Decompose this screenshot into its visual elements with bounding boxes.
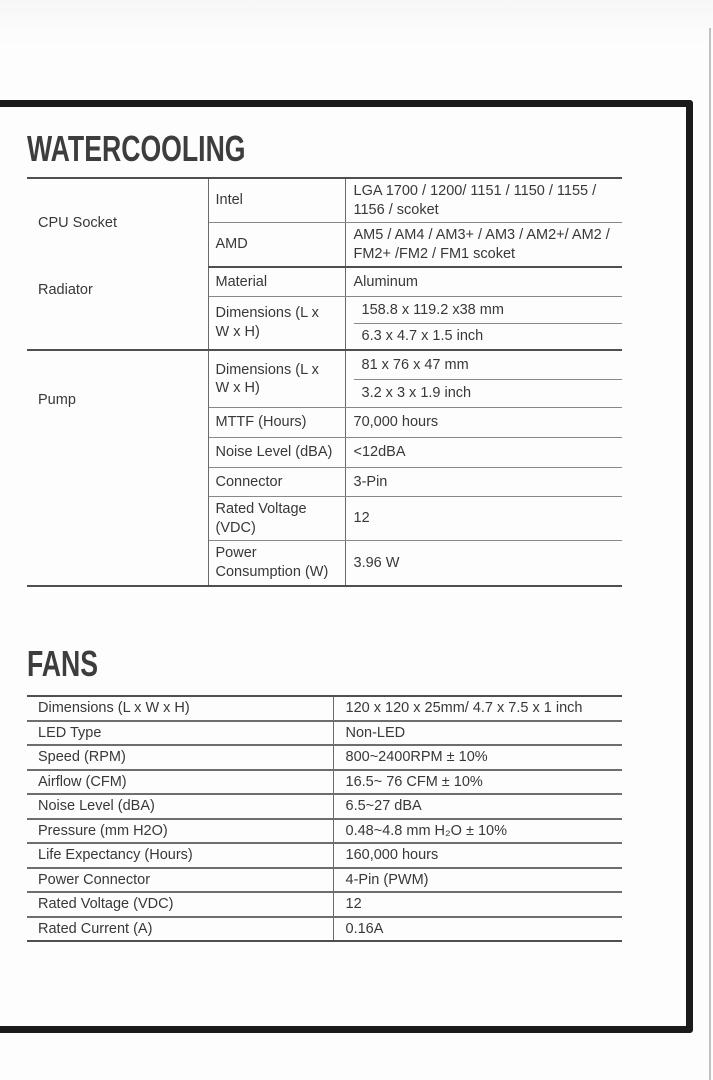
spec-value-amd-sockets: AM5 / AM4 / AM3+ / AM3 / AM2+/ AM2 / FM2+ /FM2 / FM1 scoket: [345, 223, 622, 268]
fan-spec-row-power-connector: [27, 868, 622, 893]
spec-value-material: Aluminum: [345, 267, 622, 296]
spec-label: Pressure (mm H2O): [27, 819, 333, 844]
spec-row-pump-dimensions: [27, 350, 622, 408]
spec-value: 4-Pin (PWM): [333, 868, 622, 893]
spec-value-pump-dimensions: [345, 350, 622, 408]
spec-label: Life Expectancy (Hours): [27, 843, 333, 868]
spec-label-amd: AMD: [208, 223, 345, 268]
fans-title: FANS: [27, 643, 99, 684]
spec-value-pump-noise: <12dBA: [345, 438, 622, 468]
fan-spec-row-rated-voltage: [27, 892, 622, 917]
fan-spec-row-rated-current: [27, 917, 622, 942]
fan-spec-row-speed: [27, 745, 622, 770]
fan-spec-row-dimensions: [27, 696, 622, 721]
spec-value: 0.16A: [345, 920, 384, 937]
spec-label: LED Type: [27, 721, 333, 746]
spec-value: 6.5~27 dBA: [333, 794, 622, 819]
spec-label-power-consumption: Power Consumption (W): [208, 541, 345, 586]
spec-label-material: Material: [208, 267, 345, 296]
spec-value-pump-inch: 3.2 x 3 x 1.9 inch: [354, 379, 623, 407]
spec-value: 160,000 hours: [333, 843, 622, 868]
spec-value: 16.5~ 76 CFM ± 10%: [333, 770, 622, 795]
page-edge-line: [709, 28, 711, 1080]
spec-label: Power Connector: [27, 868, 333, 893]
watercooling-title: WATERCOOLING: [27, 128, 246, 169]
fan-spec-row-life-expectancy: [27, 843, 622, 868]
spec-label: Airflow (CFM): [27, 770, 333, 795]
spec-label-pump-dimensions: Dimensions (L x W x H): [208, 350, 345, 408]
spec-group-label-pump: Pump: [27, 350, 208, 586]
spec-label: Speed (RPM): [27, 745, 333, 770]
spec-value: 800~2400RPM ± 10%: [333, 745, 622, 770]
spec-label: Rated Voltage (VDC): [27, 892, 333, 917]
spec-label-intel: Intel: [208, 178, 345, 223]
fans-table: [27, 695, 622, 942]
spec-row-cpu-intel: [27, 178, 622, 223]
spec-value: 0.48~4.8 mm H₂O ± 10%: [333, 819, 622, 844]
spec-value: 12: [333, 892, 622, 917]
spec-label-pump-noise: Noise Level (dBA): [208, 438, 345, 468]
fan-spec-row-pressure: [27, 819, 622, 844]
spec-value: Non-LED: [333, 721, 622, 746]
spec-value-pump-mm: 81 x 76 x 47 mm: [361, 356, 469, 373]
spec-label: Noise Level (dBA): [27, 794, 333, 819]
spec-label: Rated Current (A): [27, 917, 333, 942]
spec-group-label-radiator: Radiator: [27, 267, 208, 350]
spec-label-radiator-dimensions: Dimensions (L x W x H): [208, 296, 345, 350]
spec-label: Dimensions (L x W x H): [27, 696, 333, 721]
spec-value-radiator-mm: 158.8 x 119.2 x38 mm: [361, 301, 504, 318]
fan-spec-row-led-type: [27, 721, 622, 746]
spec-value: 120 x 120 x 25mm/ 4.7 x 7.5 x 1 inch: [333, 696, 622, 721]
fan-spec-row-noise: [27, 794, 622, 819]
spec-label-connector: Connector: [208, 468, 345, 497]
spec-value-radiator-inch: 6.3 x 4.7 x 1.5 inch: [354, 323, 623, 349]
spec-value-pump-voltage: 12: [345, 497, 622, 541]
spec-value-power-consumption: 3.96 W: [353, 554, 400, 571]
fan-spec-row-airflow: [27, 770, 622, 795]
watercooling-table: [27, 177, 622, 587]
spec-value-intel-sockets: LGA 1700 / 1200/ 1151 / 1150 / 1155 / 1156 / scoket: [345, 178, 622, 223]
spec-label-mttf: MTTF (Hours): [208, 408, 345, 438]
spec-row-radiator-material: [27, 267, 622, 296]
spec-value-radiator-dimensions: [345, 296, 622, 350]
spec-value-connector: 3-Pin: [345, 468, 622, 497]
spec-label-pump-voltage: Rated Voltage (VDC): [208, 497, 345, 541]
spec-value-mttf: 70,000 hours: [345, 408, 622, 438]
spec-group-label-cpu-socket: CPU Socket: [27, 178, 208, 267]
